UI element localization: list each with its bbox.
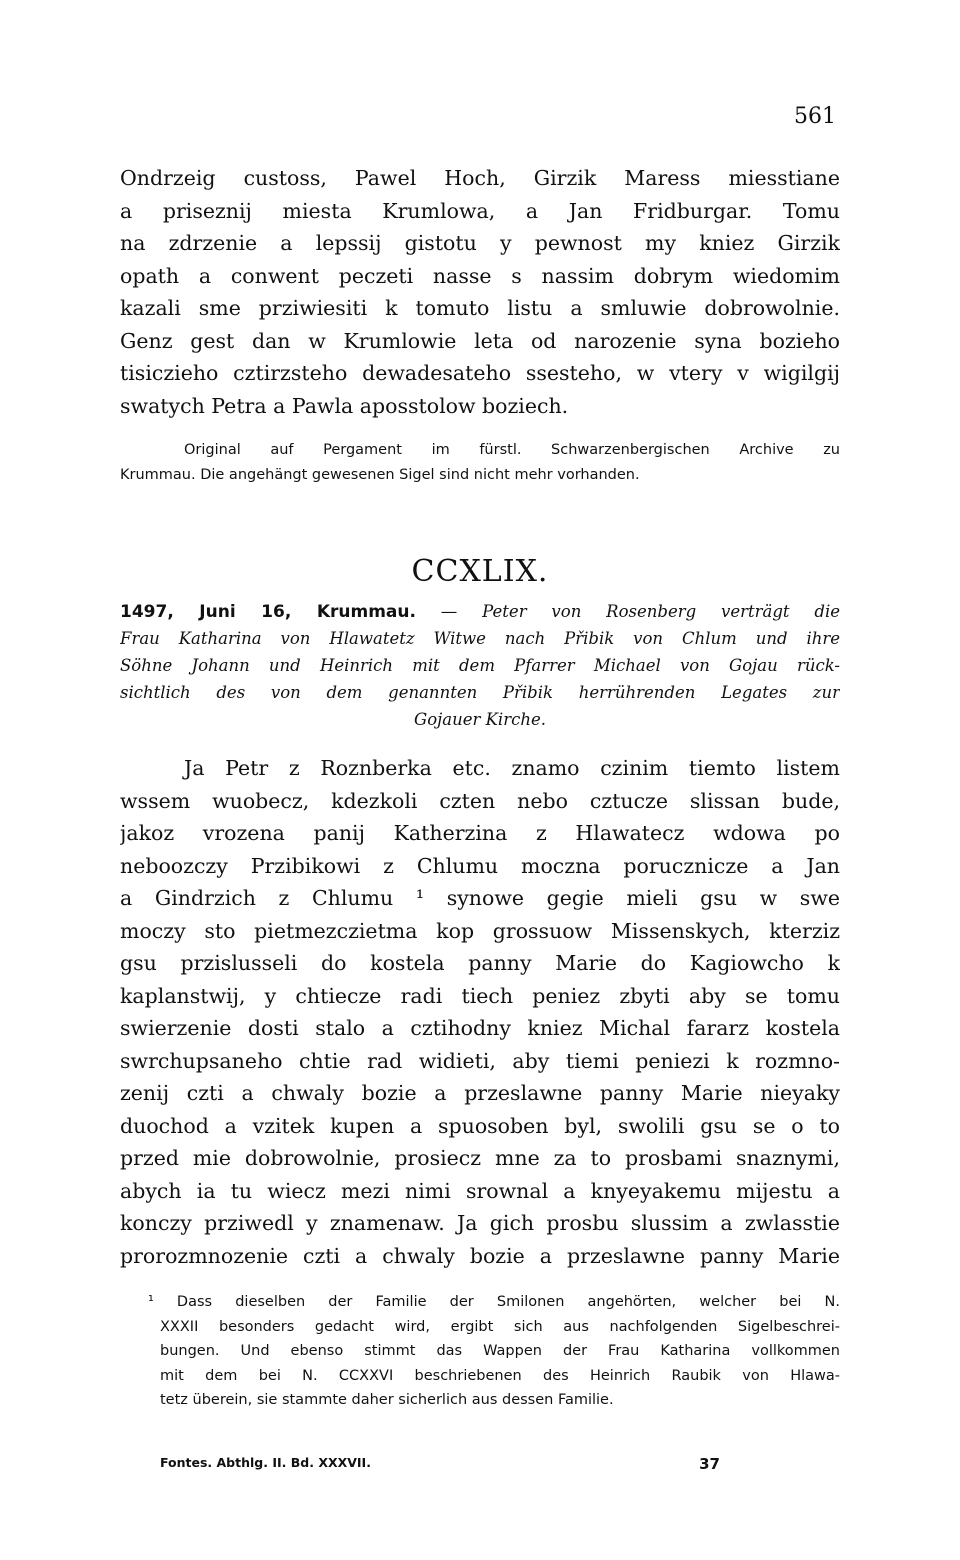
footnote-line: ¹ Dass dieselben der Familie der Smilonen angehörten, welcher bei N. bbox=[148, 1294, 840, 1310]
regest-text: Peter von Rosenberg verträgt die bbox=[482, 602, 840, 621]
page-number: 561 bbox=[794, 104, 836, 129]
text-line: neboozczy Przibikowi z Chlumu moczna porucznicze a Jan bbox=[120, 853, 840, 878]
regest-line: Söhne Johann und Heinrich mit dem Pfarrer Michael von Gojau rück- bbox=[120, 656, 840, 675]
footnote-line: bungen. Und ebenso stimmt das Wappen der Frau Katharina vollkommen bbox=[160, 1343, 840, 1359]
charter-date: 1497, Juni 16, Krummau. bbox=[120, 602, 416, 622]
text-line: a priseznij miesta Krumlowa, a Jan Fridburgar. Tomu bbox=[120, 198, 840, 223]
charter-continuation bbox=[120, 162, 840, 422]
text-line: prorozmnozenie czti a chwaly bozie a przeslawne panny Marie bbox=[120, 1243, 840, 1268]
text-line: tisiczieho cztirzsteho dewadesateho ssesteho, w vtery v wigilgij bbox=[120, 361, 840, 385]
text-line: jakoz vrozena panij Katherzina z Hlawatecz wdowa po bbox=[120, 821, 840, 845]
regest-summary bbox=[120, 598, 840, 733]
text-line: swatych Petra a Pawla aposstolow boziech. bbox=[120, 393, 569, 418]
regest-line: Gojauer Kirche. bbox=[414, 710, 546, 729]
text-line: Ondrzeig custoss, Pawel Hoch, Girzik Maress miesstiane bbox=[120, 166, 840, 190]
footnote-line: mit dem bei N. CCXXVI beschriebenen des Heinrich Raubik von Hlawa- bbox=[160, 1367, 840, 1384]
text-line: abych ia tu wiecz mezi nimi srownal a knyeyakemu mijestu a bbox=[120, 1178, 840, 1203]
text-line: swrchupsaneho chtie rad widieti, aby tiemi peniezi k rozmno- bbox=[120, 1048, 840, 1073]
text-line: moczy sto pietmezczietma kop grossuow Missenskych, kterziz bbox=[120, 918, 840, 943]
dash: — bbox=[415, 602, 483, 621]
text-line: Genz gest dan w Krumlowie leta od narozenie syna bozieho bbox=[120, 328, 840, 353]
text-line: zenij czti a chwaly bozie a przeslawne panny Marie nieyaky bbox=[120, 1081, 840, 1105]
charter-number-heading: CCXLIX. bbox=[411, 554, 549, 589]
text-line: Ja Petr z Roznberka etc. znamo czinim tiemto listem bbox=[184, 756, 840, 780]
footnote bbox=[120, 1290, 840, 1413]
text-line: kaplanstwij, y chtiecze radi tiech peniez zbyti aby se tomu bbox=[120, 983, 840, 1008]
text-line: swierzenie dosti stalo a cztihodny kniez Michal fararz kostela bbox=[120, 1016, 840, 1040]
charter-text bbox=[120, 752, 840, 1272]
archive-note bbox=[120, 438, 840, 488]
footnote-line: tetz überein, sie stammte daher sicherlich aus dessen Familie. bbox=[160, 1392, 614, 1408]
sheet-signature: 37 bbox=[699, 1455, 720, 1473]
text-line: kazali sme prziwiesiti k tomuto listu a smluwie dobrowolnie. bbox=[120, 296, 840, 320]
text-line: na zdrzenie a lepssij gistotu y pewnost my kniez Girzik bbox=[120, 231, 840, 255]
regest-line: Frau Katharina von Hlawatetz Witwe nach Přibik von Chlum und ihre bbox=[120, 629, 840, 648]
footnote-line: XXXII besonders gedacht wird, ergibt sich aus nachfolgenden Sigelbeschrei- bbox=[160, 1318, 840, 1335]
regest-line: sichtlich des von dem genannten Přibik herrührenden Legates zur bbox=[120, 683, 840, 702]
note-line: Original auf Pergament im fürstl. Schwarzenbergischen Archive zu bbox=[184, 442, 840, 458]
text-line: a Gindrzich z Chlumu ¹ synowe gegie mieli gsu w swe bbox=[120, 886, 840, 910]
text-line: konczy prziwedl y znamenaw. Ja gich prosbu slussim a zwlasstie bbox=[120, 1211, 840, 1235]
series-signature: Fontes. Abthlg. II. Bd. XXXVII. bbox=[160, 1455, 371, 1470]
regest-line bbox=[120, 598, 840, 625]
text-line: przed mie dobrowolnie, prosiecz mne za to prosbami snaznymi, bbox=[120, 1146, 840, 1170]
note-line: Krummau. Die angehängt gewesenen Sigel sind nicht mehr vorhanden. bbox=[120, 467, 640, 483]
text-line: duochod a vzitek kupen a spuosoben byl, swolili gsu se o to bbox=[120, 1113, 840, 1138]
text-line: opath a conwent peczeti nasse s nassim dobrym wiedomim bbox=[120, 263, 840, 288]
text-line: gsu przislusseli do kostela panny Marie do Kagiowcho k bbox=[120, 951, 840, 975]
text-line: wssem wuobecz, kdezkoli czten nebo cztucze slissan bude, bbox=[120, 788, 840, 813]
